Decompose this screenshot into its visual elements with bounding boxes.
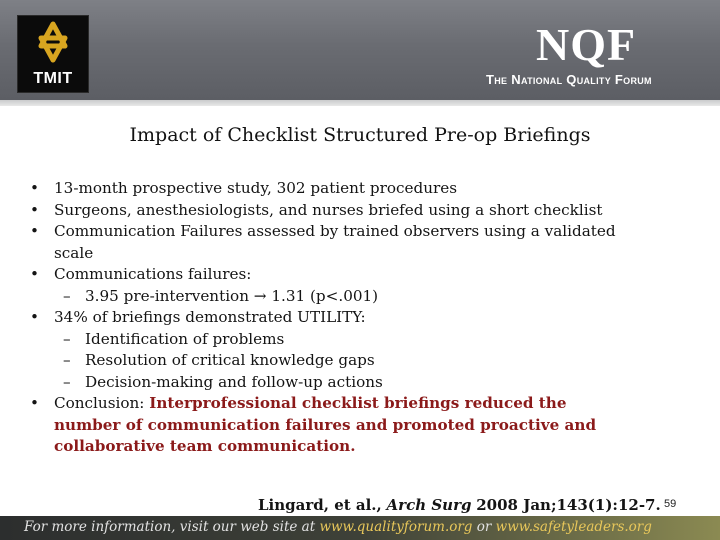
citation-authors: Lingard, et al., xyxy=(258,496,382,514)
footer-text xyxy=(24,519,652,535)
dash-icon: – xyxy=(63,372,71,391)
header-divider xyxy=(0,100,720,106)
footer-link-safetyleaders[interactable]: www.safetyleaders.org xyxy=(495,519,652,535)
bullet-item xyxy=(30,221,630,264)
footer-or: or xyxy=(476,519,492,535)
bullet-item xyxy=(30,178,630,200)
conclusion-highlight: Interprofessional checklist briefings reduced the number of communication failures and promoted proactive and collaborative team communication. xyxy=(54,394,597,455)
sub-item xyxy=(30,350,630,372)
bullet-text: 34% of briefings demonstrated UTILITY: xyxy=(54,308,366,326)
bullet-item-conclusion xyxy=(30,393,630,458)
citation xyxy=(258,496,661,514)
citation-details: 2008 Jan;143(1):12-7. xyxy=(476,496,661,514)
slide-body xyxy=(30,178,630,458)
bullet-text: Communication Failures assessed by trained observers using a validated scale xyxy=(54,222,616,262)
bullet-icon: • xyxy=(30,265,39,283)
conclusion-label: Conclusion: xyxy=(54,394,150,412)
sub-item-text: Decision-making and follow-up actions xyxy=(85,372,383,391)
tmit-logo-text: TMIT xyxy=(33,70,73,87)
trefoil-knot-icon xyxy=(31,20,75,68)
bullet-icon: • xyxy=(30,222,39,240)
nqf-subtitle: The National Quality Forum xyxy=(486,72,652,87)
sub-item xyxy=(30,286,630,308)
sub-item xyxy=(30,372,630,394)
page-number: 59 xyxy=(664,498,677,510)
bullet-item xyxy=(30,307,630,329)
sub-item-text: Identification of problems xyxy=(85,329,285,348)
nqf-logo: NQF xyxy=(536,19,637,70)
bullet-icon: • xyxy=(30,200,39,219)
bullet-item xyxy=(30,200,630,222)
bullet-text: Communications failures: xyxy=(54,265,252,283)
dash-icon: – xyxy=(63,351,71,369)
citation-journal: Arch Surg xyxy=(386,496,472,514)
bullet-icon: • xyxy=(30,179,39,197)
bullet-text: 13-month prospective study, 302 patient procedures xyxy=(54,179,458,197)
footer-link-qualityforum[interactable]: www.qualityforum.org xyxy=(319,519,473,535)
tmit-logo xyxy=(17,15,89,93)
slide-title: Impact of Checklist Structured Pre-op Briefings xyxy=(129,124,591,146)
bullet-item xyxy=(30,264,630,286)
bullet-icon: • xyxy=(30,394,39,412)
sub-item xyxy=(30,329,630,351)
dash-icon: – xyxy=(63,329,71,348)
sub-item-text: 3.95 pre-intervention → 1.31 (p<.001) xyxy=(85,286,379,305)
dash-icon: – xyxy=(63,286,71,305)
sub-item-text: Resolution of critical knowledge gaps xyxy=(85,351,375,369)
footer-bar xyxy=(0,516,720,540)
bullet-text: Surgeons, anesthesiologists, and nurses briefed using a short checklist xyxy=(54,200,603,219)
footer-prefix: For more information, visit our web site at xyxy=(24,519,316,535)
bullet-icon: • xyxy=(30,308,39,326)
